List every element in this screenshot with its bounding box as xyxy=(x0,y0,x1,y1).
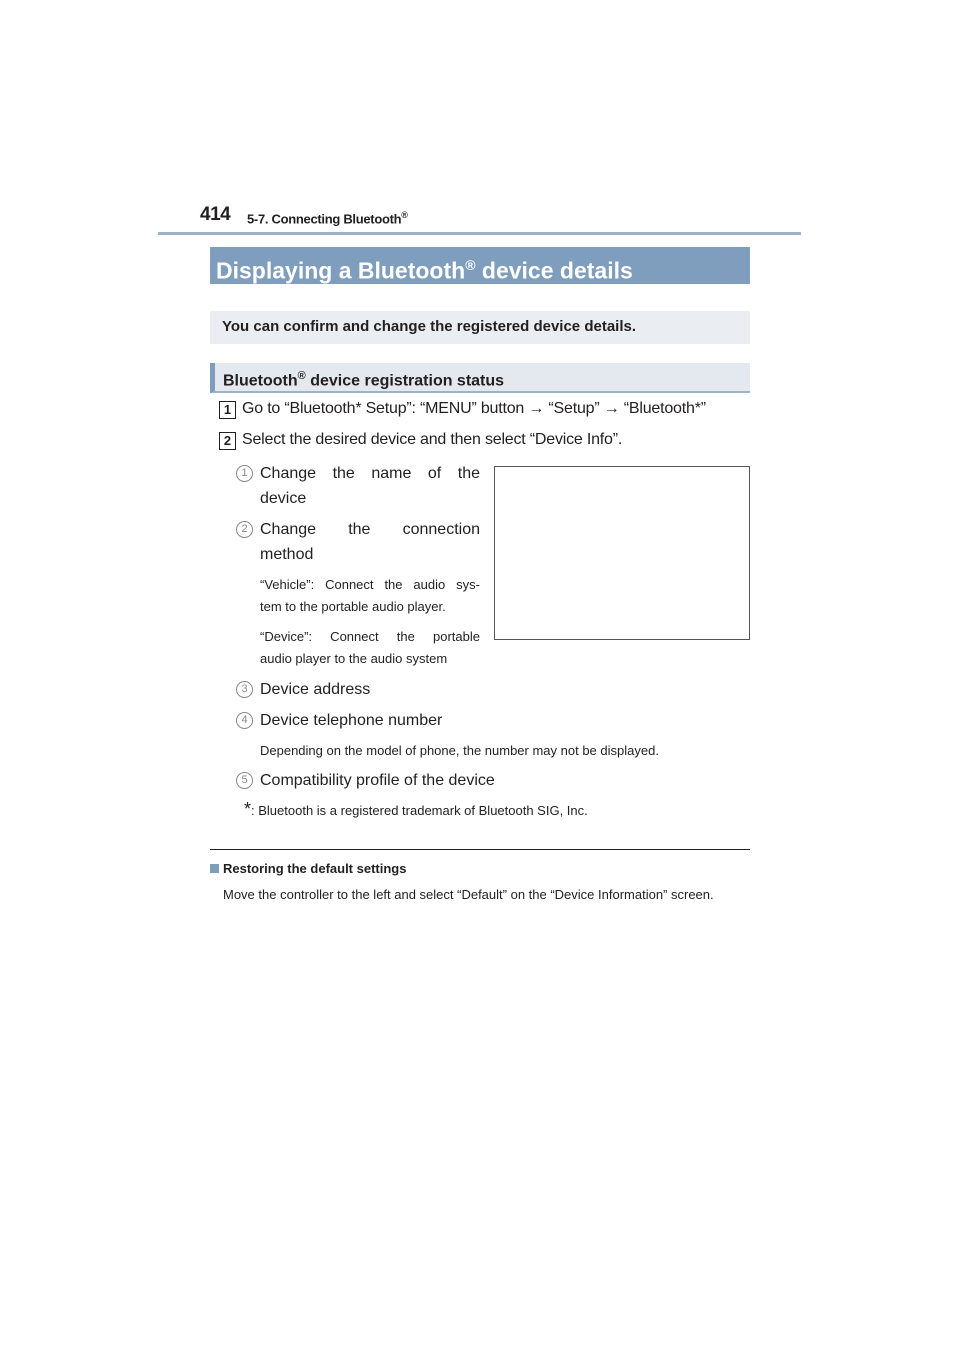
step-2-badge: 2 xyxy=(219,432,236,450)
item-2-note-device xyxy=(260,626,480,670)
item-5-text: Compatibility profile of the device xyxy=(260,772,495,789)
subheading xyxy=(210,363,750,393)
restore-heading-text: Restoring the default settings xyxy=(223,861,407,876)
footnote-mark: * xyxy=(244,799,252,819)
item-2-text xyxy=(260,517,480,567)
note-device-line1: “Device”: Connect the portable xyxy=(260,629,480,644)
note-vehicle-line1: “Vehicle”: Connect the audio sys- xyxy=(260,577,480,592)
section-registered-mark: ® xyxy=(401,210,408,220)
title-registered-mark: ® xyxy=(465,257,476,273)
item-4-note: Depending on the model of phone, the number may not be displayed. xyxy=(260,743,659,758)
item-4-number: 4 xyxy=(236,712,253,729)
page-title xyxy=(210,247,750,284)
section-divider xyxy=(210,849,750,850)
item-4-text: Device telephone number xyxy=(260,712,443,729)
footnote xyxy=(244,798,588,822)
item-1-number: 1 xyxy=(236,465,253,482)
footnote-text: : Bluetooth is a registered trademark of Bluetooth SIG, Inc. xyxy=(251,803,588,818)
subheading-text-after: device registration status xyxy=(305,372,505,390)
item-3-text: Device address xyxy=(260,681,371,698)
item-1-line2: device xyxy=(260,490,307,507)
item-2-line2: method xyxy=(260,546,314,563)
restore-text: Move the controller to the left and select “Default” on the “Device Information” screen. xyxy=(223,887,714,902)
item-2-line1: Change the connection xyxy=(260,521,480,538)
item-1-line1: Change the name of the xyxy=(260,465,480,482)
restore-heading xyxy=(210,861,406,876)
title-text-after: device details xyxy=(475,257,633,284)
intro-box: You can confirm and change the registered device details. xyxy=(210,311,750,344)
header-rule xyxy=(158,232,801,235)
section-reference xyxy=(247,210,408,226)
note-vehicle-line2: tem to the portable audio player. xyxy=(260,599,446,614)
item-1-text xyxy=(260,461,480,511)
subheading-registered-mark: ® xyxy=(297,370,306,382)
note-device-line2: audio player to the audio system xyxy=(260,651,448,666)
step-2-text: Select the desired device and then select “Device Info”. xyxy=(242,431,623,448)
subheading-text-before: Bluetooth xyxy=(223,372,298,390)
page-number: 414 xyxy=(200,204,231,225)
item-2-note-vehicle xyxy=(260,574,480,618)
title-text-before: Displaying a Bluetooth xyxy=(216,257,466,284)
screen-image-frame xyxy=(494,466,750,640)
item-2-number: 2 xyxy=(236,521,253,538)
item-5-number: 5 xyxy=(236,772,253,789)
square-bullet-icon xyxy=(210,864,219,873)
section-label: 5-7. Connecting Bluetooth xyxy=(247,211,402,227)
step-1-text: Go to “Bluetooth* Setup”: “MENU” button → “Setup” → “Bluetooth*” xyxy=(242,400,706,417)
item-3-number: 3 xyxy=(236,681,253,698)
step-1-badge: 1 xyxy=(219,401,236,419)
